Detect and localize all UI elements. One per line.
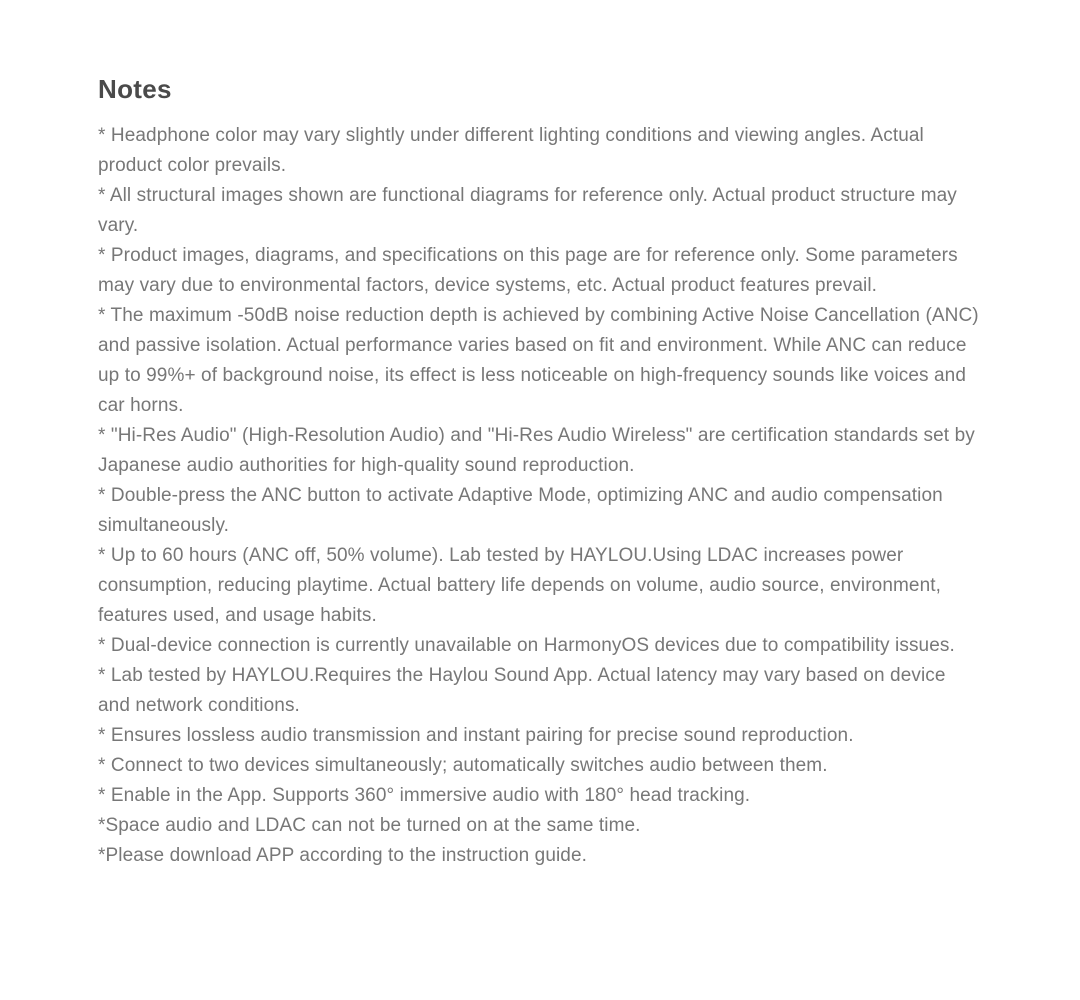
note-item: * Product images, diagrams, and specifications on this page are for reference only. Some parameters may vary due to environmental factors, device systems, etc. Actual product features prevail. (98, 245, 958, 296)
note-item: * Lab tested by HAYLOU.Requires the Haylou Sound App. Actual latency may vary based on device and network conditions. (98, 665, 946, 716)
notes-list (98, 121, 982, 871)
note-item: * "Hi-Res Audio" (High-Resolution Audio) and "Hi-Res Audio Wireless" are certification standards set by Japanese audio authorities for high-quality sound reproduction. (98, 425, 975, 476)
note-item: * Dual-device connection is currently unavailable on HarmonyOS devices due to compatibility issues. (98, 635, 955, 656)
note-item: * Ensures lossless audio transmission and instant pairing for precise sound reproduction. (98, 725, 854, 746)
note-item: * The maximum -50dB noise reduction depth is achieved by combining Active Noise Cancellation (ANC) and passive isolation. Actual performance varies based on fit and environment. While ANC can reduce up to 99%+ of background noise, its effect is less noticeable on high-frequency sounds like voices and car horns. (98, 305, 979, 416)
note-item: * Enable in the App. Supports 360° immersive audio with 180° head tracking. (98, 785, 751, 806)
note-item: *Please download APP according to the instruction guide. (98, 845, 588, 866)
notes-heading: Notes (98, 74, 172, 104)
note-item: * Up to 60 hours (ANC off, 50% volume). Lab tested by HAYLOU.Using LDAC increases power consumption, reducing playtime. Actual battery life depends on volume, audio source, environment, features used, and usage habits. (98, 545, 942, 626)
note-item: * Connect to two devices simultaneously; automatically switches audio between them. (98, 755, 828, 776)
note-item: *Space audio and LDAC can not be turned on at the same time. (98, 815, 641, 836)
note-item: * Headphone color may vary slightly under different lighting conditions and viewing angles. Actual product color prevails. (98, 125, 924, 176)
note-item: * All structural images shown are functional diagrams for reference only. Actual product structure may vary. (98, 185, 957, 236)
note-item: * Double-press the ANC button to activate Adaptive Mode, optimizing ANC and audio compensation simultaneously. (98, 485, 943, 536)
